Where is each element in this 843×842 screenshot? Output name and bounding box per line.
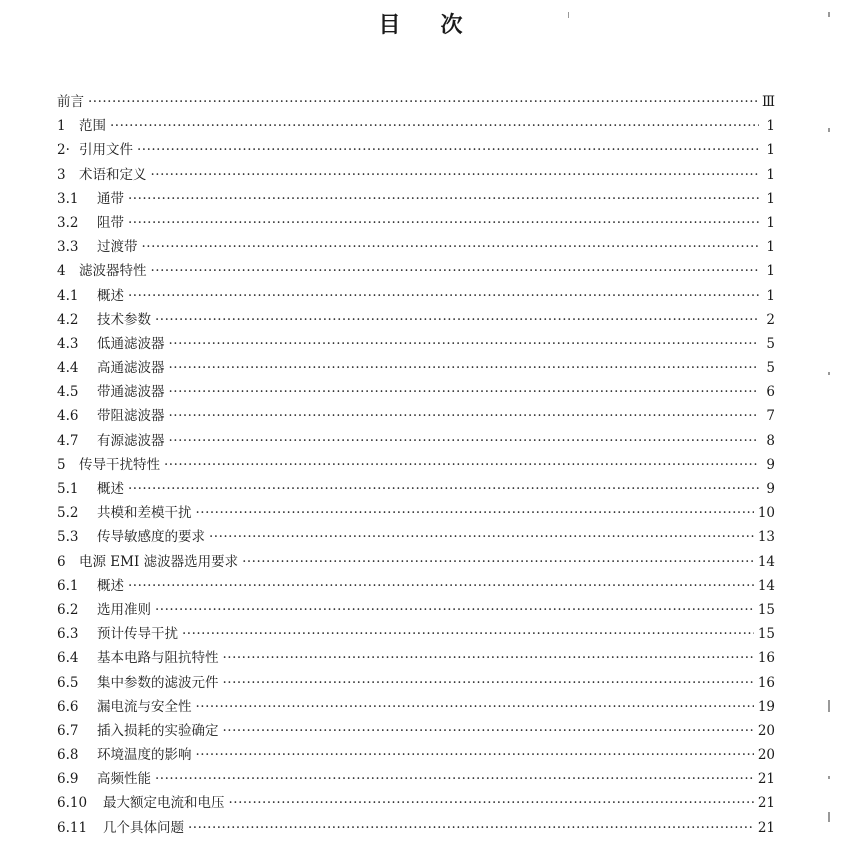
toc-leader-dots — [128, 481, 759, 497]
toc-entry-number: 3.2 — [57, 214, 79, 231]
toc-entry-number: 4.5 — [57, 384, 79, 401]
toc-entry — [57, 259, 775, 283]
toc-entry-page: 21 — [757, 819, 775, 836]
toc-leader-dots — [182, 626, 754, 642]
scan-speck — [828, 12, 830, 17]
toc-entry — [57, 163, 775, 187]
toc-leader-dots — [128, 288, 759, 304]
toc-entry — [57, 695, 775, 719]
toc-leader-dots — [169, 384, 760, 400]
toc-entry-page: 1 — [766, 214, 775, 231]
toc-entry-page: 21 — [757, 795, 775, 812]
toc-entry-page: 13 — [757, 529, 775, 546]
toc-entry-number: 6.9 — [57, 771, 79, 788]
toc-entry — [57, 816, 775, 840]
toc-entry-page: 16 — [757, 650, 775, 667]
scan-speck — [568, 12, 569, 18]
toc-entry-number: 4.4 — [57, 360, 79, 377]
toc-entry-number: 6.3 — [57, 626, 79, 643]
toc-leader-dots — [169, 408, 760, 424]
title-char-2: 次 — [440, 12, 465, 38]
toc-leader-dots — [223, 723, 754, 739]
toc-entry-page: 1 — [766, 190, 775, 207]
toc-entry-number: 6.2 — [57, 601, 79, 618]
toc-entry-page: 9 — [766, 456, 775, 473]
toc-entry-label: 基本电路与阻抗特性 — [97, 650, 219, 667]
toc-entry — [57, 622, 775, 646]
toc-entry-label: 带阻滤波器 — [97, 408, 165, 425]
toc-entry-number: 3.3 — [57, 239, 79, 256]
toc-entry-label: 阻带 — [97, 214, 124, 231]
toc-entry-label: 传导敏感度的要求 — [97, 529, 205, 546]
toc-leader-dots — [242, 554, 754, 570]
scan-speck — [828, 776, 830, 779]
toc-entry-page: 1 — [766, 263, 775, 280]
toc-entry-page: 19 — [757, 698, 775, 715]
toc-entry — [57, 380, 775, 404]
toc-entry — [57, 429, 775, 453]
toc-entry-page: 6 — [766, 384, 775, 401]
toc-entry-number: 5 — [57, 456, 66, 473]
toc-entry-page: 8 — [766, 432, 775, 449]
toc-entry-page: Ⅲ — [761, 94, 775, 110]
toc-entry-label: 插入损耗的实验确定 — [97, 722, 219, 739]
toc-entry — [57, 235, 775, 259]
toc-leader-dots — [142, 239, 760, 255]
toc-entry — [57, 332, 775, 356]
toc-entry — [57, 767, 775, 791]
toc-entry-label: 过渡带 — [97, 239, 138, 256]
toc-entry-number: 5.2 — [57, 505, 79, 522]
toc-entry-page: 2 — [766, 311, 775, 328]
toc-entry — [57, 743, 775, 767]
toc-entry — [57, 211, 775, 235]
toc-entry-label: 有源滤波器 — [97, 432, 165, 449]
toc-entry-number: 6.5 — [57, 674, 79, 691]
toc-entry — [57, 671, 775, 695]
toc-leader-dots — [151, 263, 760, 279]
toc-leader-dots — [223, 675, 754, 691]
toc-entry-page: 20 — [757, 722, 775, 739]
toc-entry — [57, 404, 775, 428]
toc-entry-page: 7 — [766, 408, 775, 425]
toc-entry — [57, 598, 775, 622]
toc-entry-number: 3.1 — [57, 190, 79, 207]
toc-entry-number: 3 — [57, 166, 66, 183]
toc-leader-dots — [169, 433, 760, 449]
toc-leader-dots — [137, 142, 759, 158]
toc-entry-label: 范围 — [79, 118, 106, 135]
toc-entry-label: 高频性能 — [97, 771, 151, 788]
toc-entry-label: 传导干扰特性 — [79, 456, 160, 473]
toc-entry-number: 4.2 — [57, 311, 79, 328]
toc-entry — [57, 138, 775, 162]
toc-entry-page: 14 — [757, 577, 775, 594]
toc-entry-page: 21 — [757, 771, 775, 788]
toc-entry-label: 低通滤波器 — [97, 335, 165, 352]
toc-entry-label: 带通滤波器 — [97, 384, 165, 401]
toc-entry — [57, 646, 775, 670]
toc-leader-dots — [209, 529, 754, 545]
toc-entry-number: 2· — [57, 142, 70, 159]
toc-entry-label: 概述 — [97, 481, 124, 497]
toc-entry — [57, 356, 775, 380]
toc-entry-label: 最大额定电流和电压 — [103, 795, 225, 812]
toc-entry-label: 集中参数的滤波元件 — [97, 674, 219, 691]
toc-entry-label: 环境温度的影响 — [97, 747, 192, 764]
toc-entry-page: 5 — [766, 360, 775, 377]
toc-entry-label: 前言 — [57, 94, 84, 110]
toc-entry-label: 预计传导干扰 — [97, 626, 178, 643]
scan-speck — [828, 372, 830, 375]
toc-entry — [57, 90, 775, 114]
toc-entry-page: 15 — [757, 626, 775, 643]
toc-entry-number: 5.1 — [57, 481, 79, 497]
scan-speck — [828, 700, 830, 712]
toc-entry-number: 6.8 — [57, 747, 79, 764]
toc-entry — [57, 308, 775, 332]
toc-leader-dots — [229, 795, 754, 811]
toc-entry-page: 1 — [766, 142, 775, 159]
toc-leader-dots — [164, 457, 759, 473]
toc-entry-page: 15 — [757, 601, 775, 618]
toc-entry — [57, 187, 775, 211]
toc-entry-number: 6.7 — [57, 722, 79, 739]
toc-entry — [57, 525, 775, 549]
page-title — [0, 8, 843, 39]
toc-entry-page: 20 — [757, 747, 775, 764]
toc-entry-number: 4 — [57, 263, 66, 280]
toc-entry-number: 6.11 — [57, 819, 88, 836]
toc-entry-number: 6.1 — [57, 577, 79, 594]
toc-entry — [57, 719, 775, 743]
toc-entry-label: 引用文件 — [79, 142, 133, 159]
toc-entry-label: 高通滤波器 — [97, 360, 165, 377]
toc-leader-dots — [196, 699, 754, 715]
toc-entry-number: 5.3 — [57, 529, 79, 546]
toc-entry-page: 10 — [757, 505, 775, 522]
toc-entry-page: 14 — [757, 553, 775, 570]
toc-entry-number: 4.1 — [57, 287, 79, 304]
table-of-contents — [57, 90, 775, 840]
toc-entry-page: 16 — [757, 674, 775, 691]
toc-entry-page: 1 — [766, 239, 775, 256]
toc-entry — [57, 501, 775, 525]
toc-entry-page: 1 — [766, 166, 775, 183]
toc-entry-label: 选用准则 — [97, 601, 151, 618]
toc-entry-number: 4.3 — [57, 335, 79, 352]
toc-leader-dots — [128, 191, 759, 207]
toc-entry-number: 4.7 — [57, 432, 79, 449]
toc-leader-dots — [110, 118, 759, 134]
toc-leader-dots — [196, 747, 754, 763]
toc-entry — [57, 453, 775, 477]
toc-leader-dots — [155, 602, 754, 618]
toc-entry-number: 6.10 — [57, 795, 88, 812]
toc-entry — [57, 284, 775, 308]
toc-entry-label: 通带 — [97, 190, 124, 207]
toc-entry-label: 概述 — [97, 577, 124, 594]
toc-entry-number: 6.6 — [57, 698, 79, 715]
toc-leader-dots — [128, 578, 754, 594]
toc-entry-page: 5 — [766, 335, 775, 352]
toc-entry — [57, 791, 775, 815]
toc-entry-page: 1 — [766, 118, 775, 135]
toc-entry-number: 6.4 — [57, 650, 79, 667]
toc-entry-number: 4.6 — [57, 408, 79, 425]
toc-entry-label: 概述 — [97, 287, 124, 304]
toc-entry-page: 9 — [766, 481, 775, 497]
toc-entry — [57, 477, 775, 501]
toc-entry-label: 共模和差模干扰 — [97, 505, 192, 522]
toc-leader-dots — [196, 505, 754, 521]
toc-entry-label: 滤波器特性 — [79, 263, 147, 280]
toc-leader-dots — [88, 94, 758, 110]
toc-leader-dots — [223, 650, 754, 666]
toc-leader-dots — [155, 771, 754, 787]
scan-speck — [828, 128, 830, 132]
toc-entry-number: 1 — [57, 118, 66, 135]
toc-leader-dots — [169, 336, 760, 352]
toc-leader-dots — [169, 360, 760, 376]
toc-entry — [57, 114, 775, 138]
toc-entry-label: 几个具体问题 — [103, 819, 184, 836]
toc-leader-dots — [155, 312, 759, 328]
toc-leader-dots — [151, 167, 760, 183]
toc-entry-number: 6 — [57, 553, 66, 570]
toc-entry-label: 术语和定义 — [79, 166, 147, 183]
scan-speck — [828, 812, 830, 822]
toc-entry — [57, 574, 775, 598]
toc-entry — [57, 550, 775, 574]
toc-entry-label: 电源 EMI 滤波器选用要求 — [79, 553, 239, 570]
toc-entry-page: 1 — [766, 287, 775, 304]
toc-leader-dots — [188, 820, 754, 836]
toc-entry-label: 漏电流与安全性 — [97, 698, 192, 715]
toc-leader-dots — [128, 215, 759, 231]
title-char-1: 目 — [378, 12, 403, 38]
toc-entry-label: 技术参数 — [97, 311, 151, 328]
